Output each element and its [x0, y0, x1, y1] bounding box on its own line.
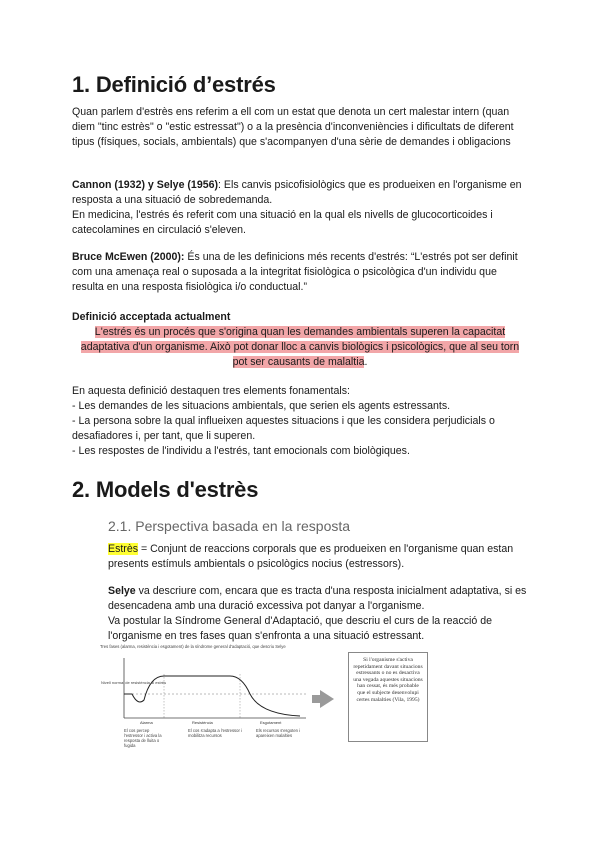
consequence-box: Si l'organisme s'activa repetidament davant situacions estressants o no es desactiva una vegada aquestes situacions han cessat, és més probable que el subjecte desenvolupi certes malalties (Vila, 1995) [348, 652, 428, 742]
cannon-selye-paragraph [72, 178, 528, 238]
intro-paragraph [72, 105, 528, 150]
arrow-right-icon [320, 690, 334, 708]
accepted-definition-label: Definició acceptada actualment [72, 311, 231, 323]
phase-note: Els recursos s'esgoten i apareixen malalties [256, 728, 301, 738]
medicine-text: En medicina, l'estrés és referit com una situació en la qual els nivells de glucocorticoides i catecolamines en circulació s'eleven. [72, 209, 493, 236]
selye-paragraph [108, 584, 528, 644]
section-2-title: 2. Models d'estrès [72, 477, 259, 502]
list-item: - La persona sobre la qual influeixen aquestes situacions i que les considera perjudicials o desafiadores i, per tant, que li superen. [72, 415, 495, 442]
estres-word: Estrès [108, 543, 139, 555]
subsection-2-1 [108, 519, 528, 534]
phase-note: El cos s'adapta a l'estressor i mobilitza recursos [188, 728, 242, 738]
cannon-selye-label: Cannon (1932) y Selye (1956) [72, 179, 219, 191]
accepted-definition [72, 310, 528, 370]
phase-label: Resistència [192, 720, 213, 725]
phase-label: Alarma [140, 720, 153, 725]
subsection-title: 2.1. Perspectiva basada en la resposta [108, 518, 351, 534]
cannon-selye-text: : Els canvis psicofisiològics que es produeixen en l'organisme en resposta a una situació de sobredemanda. [72, 179, 522, 206]
phase-note: El cos percep l'estressor i activa la resposta de lluita o fugida [124, 728, 162, 748]
gas-figure [100, 644, 346, 748]
mcewen-paragraph [72, 250, 528, 295]
elements-list [72, 384, 528, 459]
selye-text-2: Va postular la Síndrome General d'Adaptació, que descriu el curs de la reacció de l'organisme en tres fases quan s'enfronta a una situació estressant. [108, 615, 493, 642]
intro-text: Quan parlem d'estrès ens referim a ell com un estat que denota un cert malestar intern (quan diem "tinc estrès" o "estic estressat") o a la presència d'inconveniències i dificultats de diferent tipus (físiques, socials, ambientals) que s'acompanyen d'una sèrie de demandes i obligacions [72, 106, 514, 148]
accepted-definition-end: . [364, 356, 368, 368]
estres-definition [108, 542, 528, 572]
section-1-title: 1. Definició d’estrés [72, 72, 276, 97]
mcewen-text: És una de les definicions més recents d'estrés: “L'estrés pot ser definit com una amenaça real o suposada a la integritat fisiològica o psicològica d'un individu que resulta en una resposta fisiològica i/o conductual.” [72, 251, 518, 293]
figure-caption: Tres fases (alarma, resistència i esgotament) de la síndrome general d'adaptació, que descriu Selye [100, 644, 286, 649]
list-item: - Les demandes de les situacions ambientals, que serien els agents estressants. [72, 400, 451, 412]
accepted-definition-highlight: L'estrés és un procés que s'origina quan les demandes ambientals superen la capacitat adaptativa d'un organisme. Això pot donar lloc a canvis biològics i psicològics, que al seu torn pot ser causants de malaltia [80, 326, 520, 368]
phase-label: Esgotament [260, 720, 282, 725]
y-axis-label: Nivell normal de resistència al estrès [101, 680, 167, 685]
estres-definition-text: = Conjunt de reaccions corporals que es produeixen en l'organisme quan estan presents estímuls ambientals o psicològics nocius (estressors). [108, 543, 514, 570]
selye-text: va descriure com, encara que es tracta d'una resposta inicialment adaptativa, si es desencadena amb una duració excessiva pot danyar a l'organisme. [108, 585, 527, 612]
elements-intro: En aquesta definició destaquen tres elements fonamentals: [72, 385, 350, 397]
mcewen-label: Bruce McEwen (2000): [72, 251, 185, 263]
selye-label: Selye [108, 585, 136, 597]
list-item: - Les respostes de l'individu a l'estrés, tant emocionals com biològiques. [72, 445, 410, 457]
